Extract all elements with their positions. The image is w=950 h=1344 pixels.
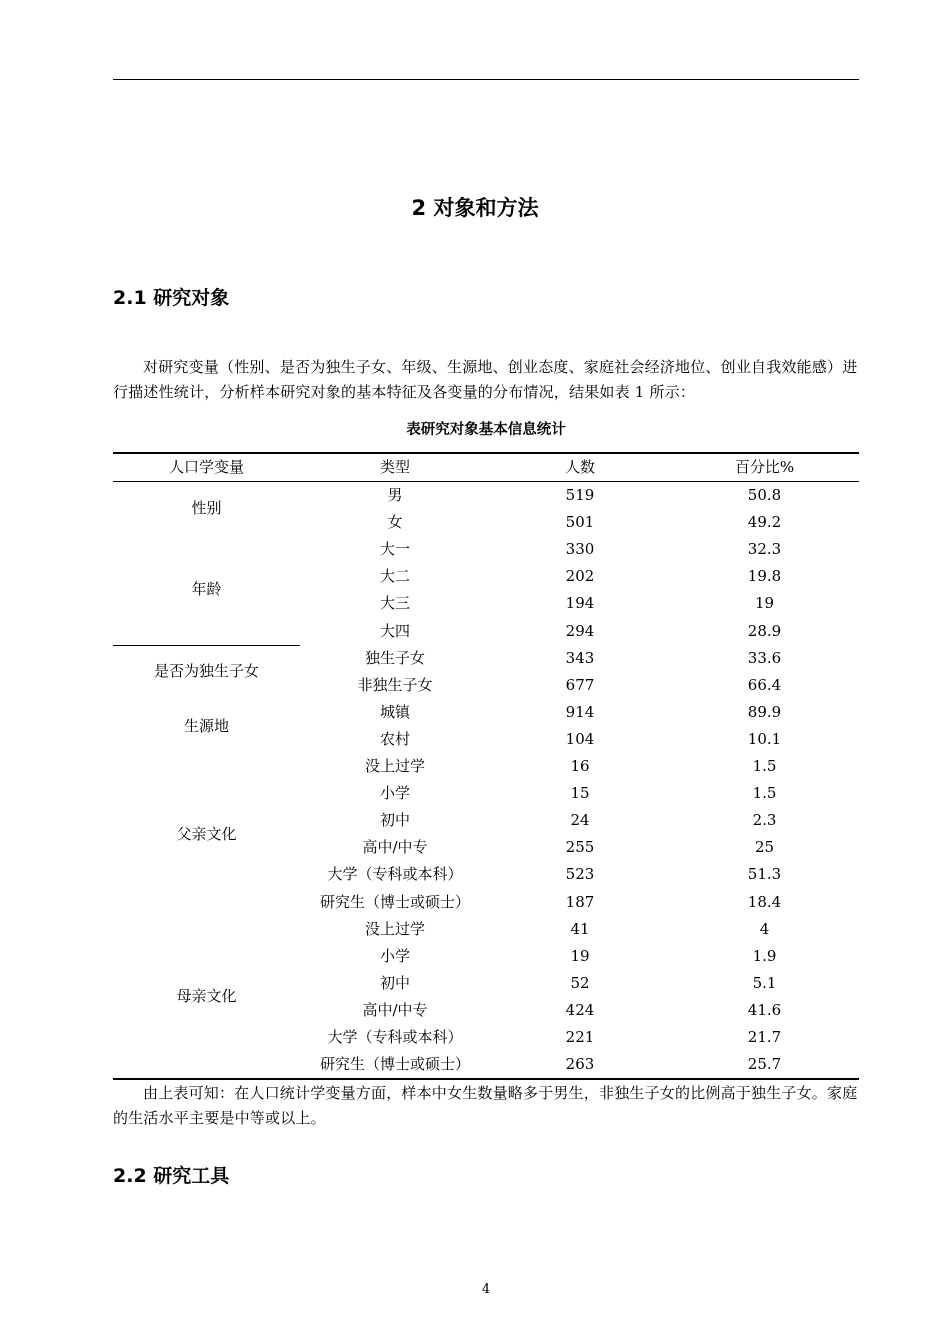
table-row [0,997,950,1024]
cell-type: 高中/中专 [362,1000,428,1019]
cell-count: 255 [565,838,595,857]
table-header-variable: 人口学变量 [168,458,244,476]
cell-count: 187 [565,892,595,911]
cell-percent: 28.9 [747,621,782,640]
table-row [0,834,950,861]
cell-count: 194 [565,594,595,613]
table-row [0,970,950,997]
cell-type: 大学（专科或本科） [327,865,463,884]
subsection-title-research-subjects: 2.1 研究对象 [113,287,230,309]
table-header-type: 类型 [379,458,410,476]
cell-count: 677 [565,675,595,694]
cell-type: 独生子女 [364,648,425,667]
table-row [0,509,950,536]
cell-percent: 1.5 [752,757,777,775]
page-number: 4 [481,1282,491,1297]
cell-count: 52 [570,973,590,992]
cell-type: 研究生（博士或硕士） [319,892,470,911]
cell-count: 343 [565,648,595,667]
cell-count: 221 [565,1028,595,1046]
cell-count: 294 [565,621,595,640]
cell-type: 大三 [379,594,410,613]
cell-count: 914 [565,702,595,721]
table-caption: 表研究对象基本信息统计 [406,422,566,438]
table-row [0,590,950,617]
cell-count: 501 [565,513,595,532]
table-row [0,482,950,509]
group-label-grade: 年龄 [191,580,222,598]
cell-type: 大一 [379,540,410,559]
cell-type: 小学 [379,946,410,965]
table-row [0,861,950,888]
cell-percent: 19.8 [747,567,782,586]
group-label-gender: 性别 [191,499,222,517]
cell-type: 大四 [379,621,410,640]
intro-paragraph: 对研究变量（性别、是否为独生子女、年级、生源地、创业态度、家庭社会经济地位、创业自我效能感）进行描述性统计，分析样本研究对象的基本特征及各变量的分布情况，结果如表 1 所示： [113,358,858,401]
cell-type: 研究生（博士或硕士） [319,1055,470,1074]
table-row [0,699,950,726]
table-row [0,889,950,916]
cell-percent: 5.1 [752,973,777,992]
group-label-father-education: 父亲文化 [176,825,237,843]
group-label-only-child: 是否为独生子女 [153,662,259,680]
table-row [0,536,950,563]
cell-type: 男 [387,486,403,504]
cell-percent: 19 [754,594,775,613]
header-rule [113,79,859,80]
cell-type: 初中 [379,811,410,830]
cell-count: 24 [570,811,590,830]
cell-type: 没上过学 [364,757,425,775]
cell-percent: 21.7 [747,1028,782,1046]
cell-type: 小学 [379,784,410,803]
table-bottom-rule [113,1078,859,1080]
cell-count: 41 [570,919,590,938]
table-row [0,563,950,590]
cell-percent: 1.5 [752,784,777,803]
cell-type: 城镇 [379,702,410,721]
cell-count: 330 [565,540,595,559]
cell-type: 农村 [379,729,410,748]
table-row [0,916,950,943]
table-row [0,753,950,780]
cell-percent: 1.9 [752,946,777,965]
cell-count: 523 [565,865,595,884]
table-row [0,645,950,672]
cell-count: 104 [565,729,595,748]
table-row [0,943,950,970]
cell-percent: 18.4 [747,892,782,911]
cell-percent: 50.8 [747,486,782,504]
table-row [0,807,950,834]
cell-count: 424 [565,1000,595,1019]
cell-count: 19 [570,946,590,965]
table-row [0,780,950,807]
cell-count: 16 [570,757,590,775]
table-header-percent: 百分比% [734,458,795,476]
table-row [0,1024,950,1051]
cell-type: 大二 [379,567,410,586]
section-title: 2 对象和方法 [411,196,539,220]
conclusion-paragraph: 由上表可知：在人口统计学变量方面，样本中女生数量略多于男生，非独生子女的比例高于独生子女。家庭的生活水平主要是中等或以上。 [113,1084,858,1127]
cell-percent: 10.1 [747,729,782,748]
cell-type: 女 [387,513,403,532]
cell-type: 高中/中专 [362,838,428,857]
table-row [0,1051,950,1078]
cell-count: 519 [565,486,595,504]
group-label-mother-education: 母亲文化 [176,987,237,1005]
table-row [0,726,950,753]
group-label-origin: 生源地 [183,717,229,735]
cell-percent: 51.3 [747,865,782,884]
cell-percent: 66.4 [747,675,782,694]
subsection-title-research-tools: 2.2 研究工具 [113,1165,230,1187]
cell-percent: 89.9 [747,702,782,721]
cell-percent: 32.3 [747,540,782,559]
cell-type: 初中 [379,973,410,992]
table-header-count: 人数 [564,458,595,476]
cell-percent: 4 [759,919,770,938]
cell-count: 202 [565,567,595,586]
cell-percent: 2.3 [752,811,777,830]
cell-type: 非独生子女 [357,675,433,694]
cell-percent: 49.2 [747,513,782,532]
cell-percent: 25 [754,838,775,857]
cell-type: 没上过学 [364,919,425,938]
table-row [0,672,950,699]
table-row [0,618,950,645]
cell-type: 大学（专科或本科） [327,1028,463,1046]
cell-count: 15 [570,784,590,803]
cell-percent: 25.7 [747,1055,782,1074]
cell-percent: 41.6 [747,1000,782,1019]
cell-count: 263 [565,1055,595,1074]
cell-percent: 33.6 [747,648,782,667]
